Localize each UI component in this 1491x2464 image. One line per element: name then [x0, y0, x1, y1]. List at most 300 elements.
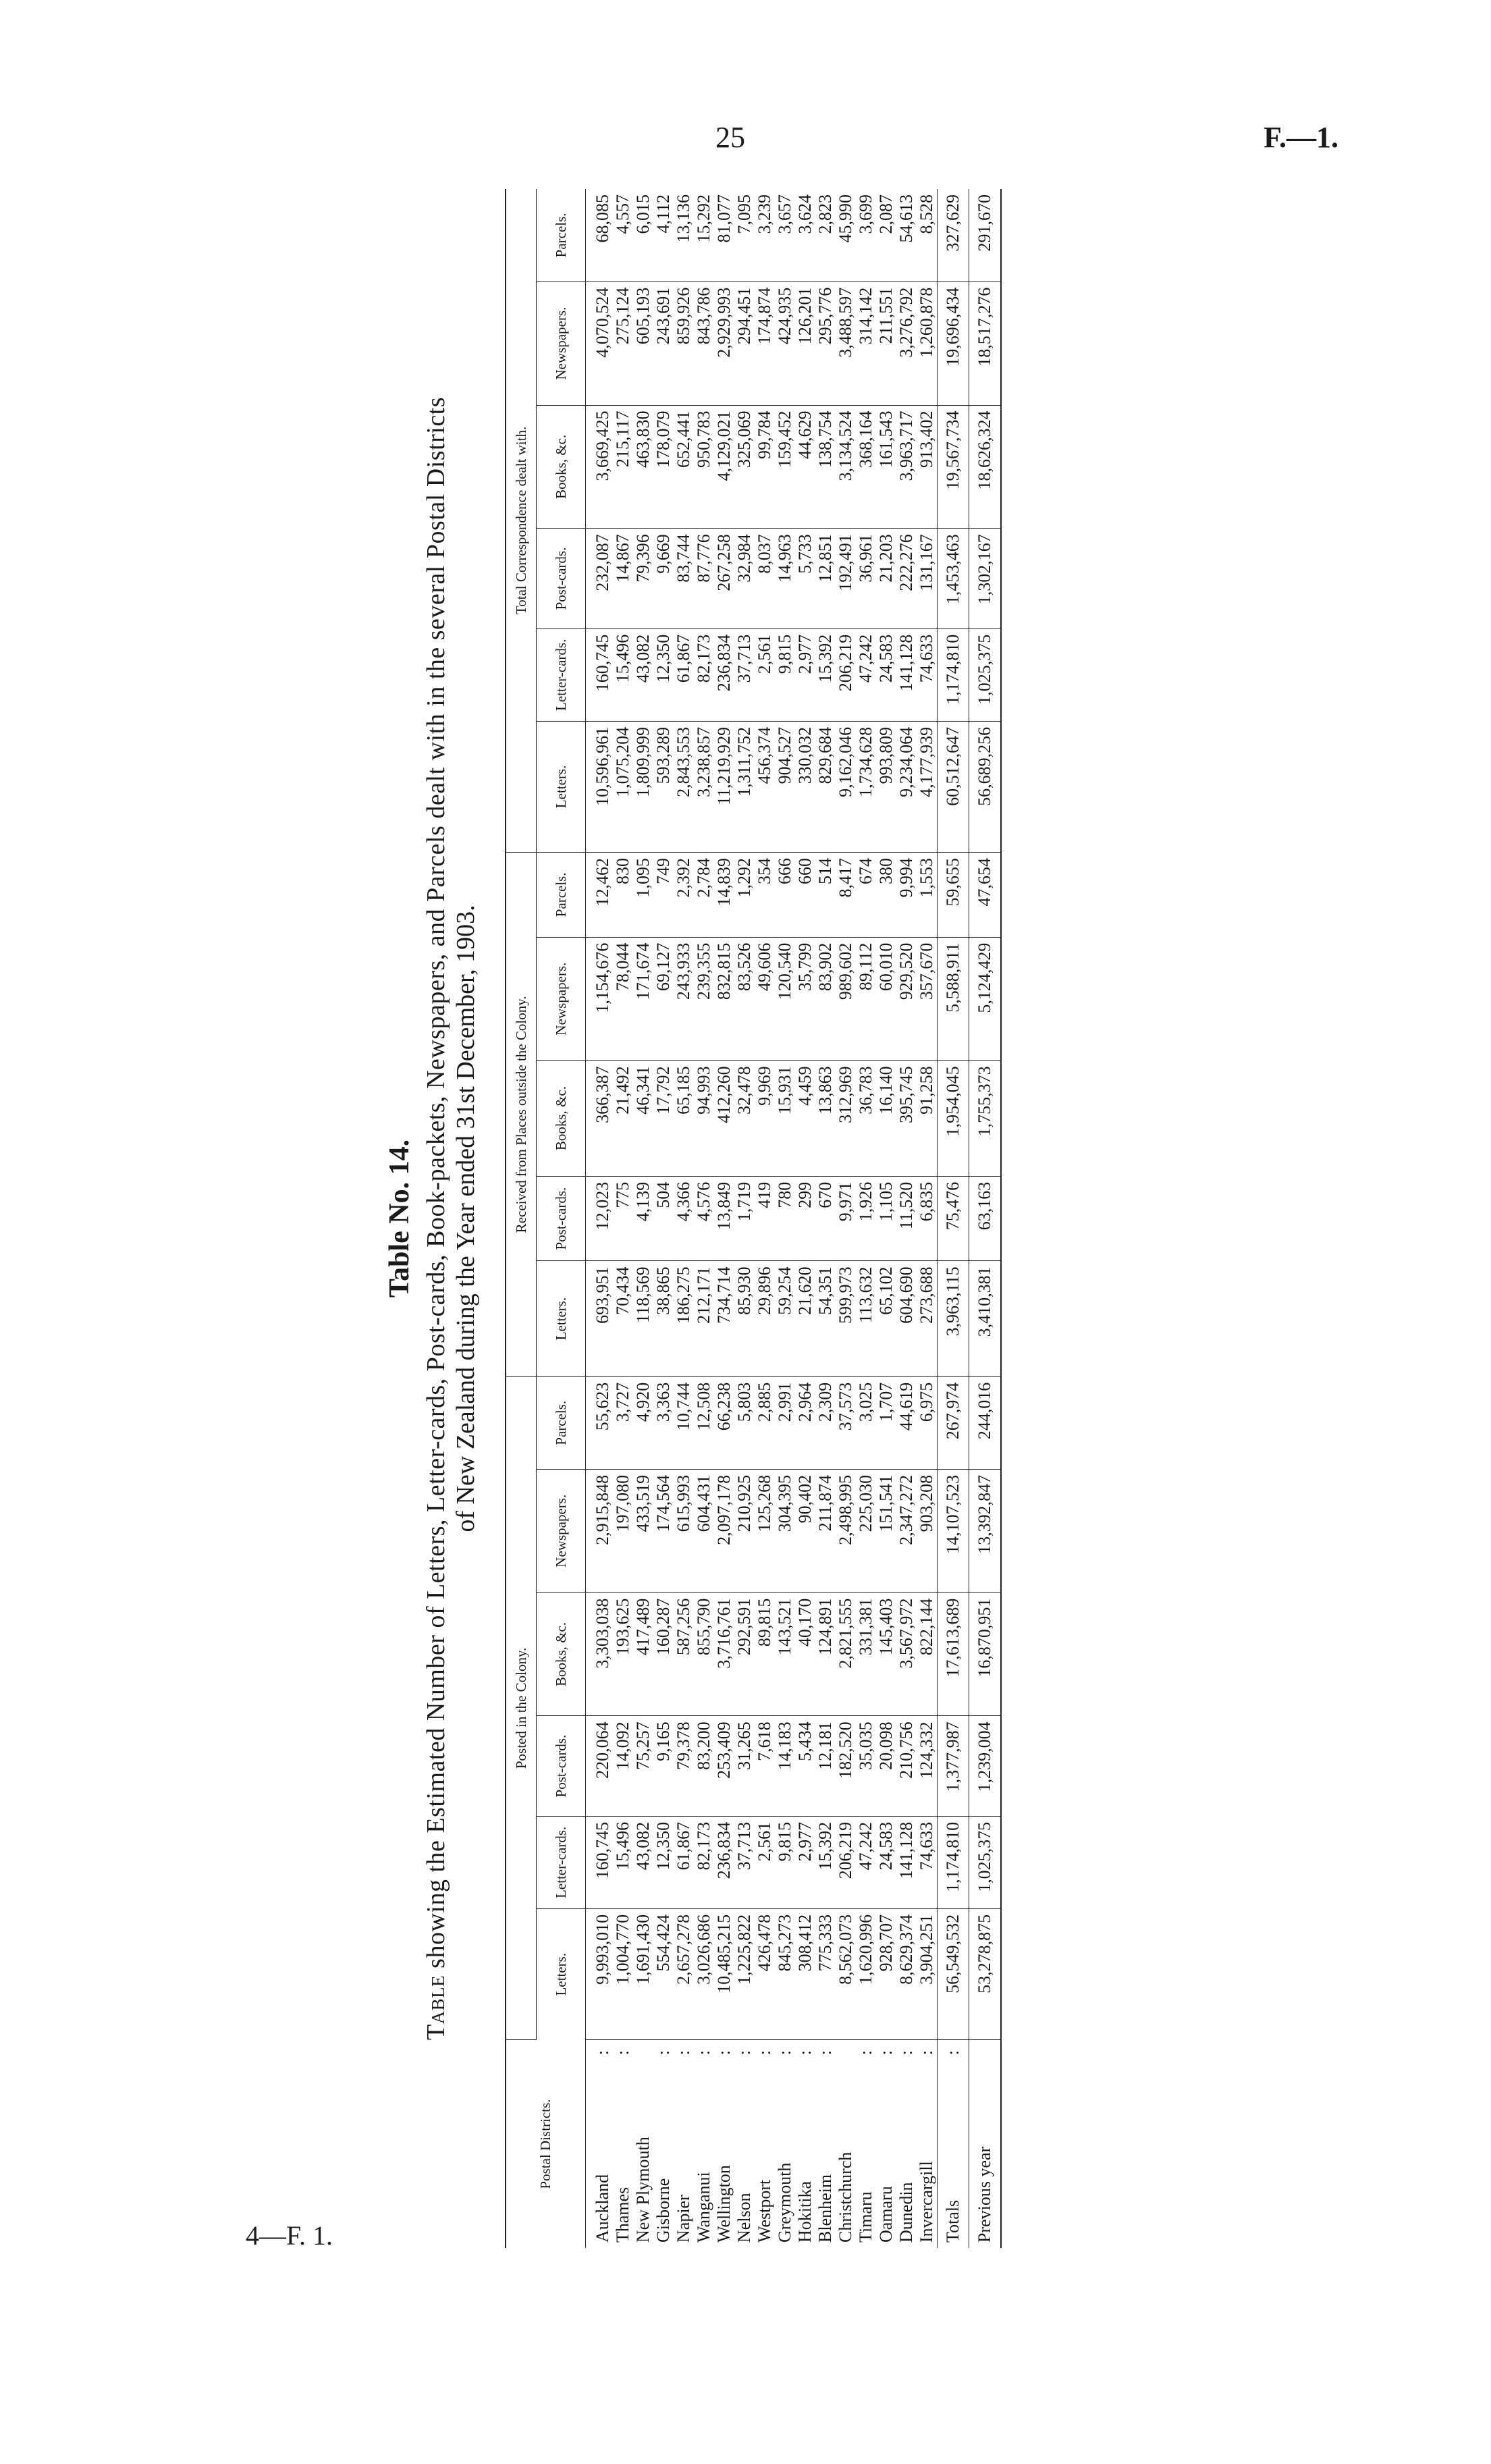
received-value-cell: 929,520 — [896, 937, 917, 1061]
total-value-cell: 1,809,999 — [633, 721, 653, 852]
total-value-cell: 859,926 — [674, 282, 694, 405]
col-posted-3: Books, &c. — [537, 1592, 586, 1716]
leader-dots: : — [653, 2048, 673, 2056]
table-row — [795, 189, 815, 2248]
leader-dots: : — [815, 2048, 835, 2056]
posted-value-cell: 160,287 — [653, 1592, 674, 1716]
posted-value-cell: 1,377,987 — [938, 1716, 969, 1816]
posted-value-cell: 210,756 — [896, 1716, 917, 1816]
posted-value-cell: 1,239,004 — [969, 1716, 1002, 1816]
col-total-0: Letters. — [537, 721, 586, 852]
posted-value-cell: 587,256 — [674, 1592, 694, 1716]
total-value-cell: 83,744 — [674, 529, 694, 628]
total-value-cell: 2,087 — [876, 189, 896, 282]
posted-value-cell: 2,915,848 — [586, 1469, 614, 1592]
posted-value-cell: 304,395 — [775, 1469, 795, 1592]
total-value-cell: 294,451 — [734, 282, 755, 405]
received-value-cell: 412,260 — [714, 1061, 734, 1176]
total-value-cell: 950,783 — [694, 405, 714, 529]
posted-value-cell: 2,309 — [815, 1376, 836, 1469]
posted-value-cell: 12,508 — [694, 1376, 714, 1469]
posted-value-cell: 79,378 — [674, 1716, 694, 1816]
total-value-cell: 7,095 — [734, 189, 755, 282]
received-value-cell: 75,476 — [938, 1176, 969, 1261]
total-value-cell: 904,527 — [775, 721, 795, 852]
posted-value-cell: 15,392 — [815, 1816, 836, 1908]
group-total: Total Correspondence dealt with. — [506, 189, 537, 853]
received-value-cell: 599,973 — [836, 1261, 856, 1376]
received-value-cell: 4,576 — [694, 1176, 714, 1261]
total-value-cell: 47,242 — [856, 628, 876, 721]
total-value-cell: 160,745 — [586, 628, 614, 721]
district-name: Auckland — [593, 2174, 612, 2243]
posted-value-cell: 10,744 — [674, 1376, 694, 1469]
table-row — [896, 189, 917, 2248]
total-value-cell: 1,311,752 — [734, 721, 755, 852]
posted-value-cell: 124,891 — [815, 1592, 836, 1716]
posted-value-cell: 5,803 — [734, 1376, 755, 1469]
district-name: Wanganui — [694, 2172, 713, 2243]
posted-value-cell: 16,870,951 — [969, 1592, 1002, 1716]
posted-value-cell: 15,496 — [613, 1816, 633, 1908]
received-value-cell: 3,410,381 — [969, 1261, 1002, 1376]
received-value-cell: 1,095 — [633, 853, 653, 938]
posted-value-cell: 2,885 — [755, 1376, 775, 1469]
received-value-cell: 1,553 — [917, 853, 938, 938]
received-value-cell: 212,171 — [694, 1261, 714, 1376]
total-value-cell: 3,963,717 — [896, 405, 917, 529]
total-value-cell: 54,613 — [896, 189, 917, 282]
total-value-cell: 605,193 — [633, 282, 653, 405]
total-value-cell: 15,392 — [815, 628, 836, 721]
total-value-cell: 131,167 — [917, 529, 938, 628]
district-name: Invercargill — [917, 2161, 936, 2243]
rotated-table-block — [383, 189, 1126, 2248]
district-cell — [836, 2040, 856, 2248]
total-value-cell: 2,977 — [795, 628, 815, 721]
total-value-cell: 2,561 — [755, 628, 775, 721]
leader-dots: : — [674, 2048, 693, 2056]
table-row — [694, 189, 714, 2248]
posted-value-cell: 615,993 — [674, 1469, 694, 1592]
col-total-1: Letter-cards. — [537, 628, 586, 721]
total-value-cell: 4,557 — [613, 189, 633, 282]
page-number: 25 — [715, 121, 745, 154]
total-value-cell: 13,136 — [674, 189, 694, 282]
col-received-4: Parcels. — [537, 853, 586, 938]
posted-value-cell: 220,064 — [586, 1716, 614, 1816]
posted-value-cell: 9,815 — [775, 1816, 795, 1908]
total-value-cell: 424,935 — [775, 282, 795, 405]
received-value-cell: 5,124,429 — [969, 937, 1002, 1061]
total-value-cell: 1,174,810 — [938, 628, 969, 721]
total-value-cell: 10,596,961 — [586, 721, 614, 852]
received-value-cell: 6,835 — [917, 1176, 938, 1261]
title-block — [383, 189, 481, 2248]
total-value-cell: 275,124 — [613, 282, 633, 405]
received-value-cell: 60,010 — [876, 937, 896, 1061]
posted-value-cell: 9,993,010 — [586, 1908, 614, 2039]
posted-value-cell: 225,030 — [856, 1469, 876, 1592]
posted-value-cell: 14,183 — [775, 1716, 795, 1816]
total-value-cell: 68,085 — [586, 189, 614, 282]
posted-value-cell: 5,434 — [795, 1716, 815, 1816]
district-cell — [795, 2040, 815, 2248]
total-value-cell: 3,134,524 — [836, 405, 856, 529]
total-value-cell: 3,238,857 — [694, 721, 714, 852]
total-value-cell: 1,025,375 — [969, 628, 1002, 721]
total-value-cell: 843,786 — [694, 282, 714, 405]
total-value-cell: 61,867 — [674, 628, 694, 721]
total-value-cell: 652,441 — [674, 405, 694, 529]
posted-value-cell: 308,412 — [795, 1908, 815, 2039]
received-value-cell: 312,969 — [836, 1061, 856, 1176]
posted-value-cell: 1,225,822 — [734, 1908, 755, 2039]
total-value-cell: 87,776 — [694, 529, 714, 628]
total-value-cell: 159,452 — [775, 405, 795, 529]
received-value-cell: 380 — [876, 853, 896, 938]
posted-value-cell: 6,975 — [917, 1376, 938, 1469]
posted-value-cell: 9,165 — [653, 1716, 674, 1816]
district-cell — [856, 2040, 876, 2248]
total-value-cell: 215,117 — [613, 405, 633, 529]
col-total-3: Books, &c. — [537, 405, 586, 529]
total-value-cell: 81,077 — [714, 189, 734, 282]
total-value-cell: 14,867 — [613, 529, 633, 628]
table-row — [917, 189, 938, 2248]
total-value-cell: 9,669 — [653, 529, 674, 628]
total-value-cell: 178,079 — [653, 405, 674, 529]
posted-value-cell: 37,573 — [836, 1376, 856, 1469]
total-value-cell: 60,512,647 — [938, 721, 969, 852]
total-value-cell: 9,234,064 — [896, 721, 917, 852]
district-cell — [969, 2040, 1002, 2248]
leader-dots: : — [734, 2048, 754, 2056]
total-value-cell: 14,963 — [775, 529, 795, 628]
received-value-cell: 674 — [856, 853, 876, 938]
posted-value-cell: 31,265 — [734, 1716, 755, 1816]
received-value-cell: 5,588,911 — [938, 937, 969, 1061]
total-value-cell: 11,219,929 — [714, 721, 734, 852]
posted-value-cell: 3,727 — [613, 1376, 633, 1469]
total-value-cell: 829,684 — [815, 721, 836, 852]
received-value-cell: 1,926 — [856, 1176, 876, 1261]
total-value-cell: 12,350 — [653, 628, 674, 721]
received-value-cell: 604,690 — [896, 1261, 917, 1376]
district-cell — [714, 2040, 734, 2248]
total-value-cell: 79,396 — [633, 529, 653, 628]
district-cell — [938, 2040, 969, 2248]
total-value-cell: 1,734,628 — [856, 721, 876, 852]
received-value-cell: 29,896 — [755, 1261, 775, 1376]
posted-value-cell: 1,707 — [876, 1376, 896, 1469]
received-value-cell: 11,520 — [896, 1176, 917, 1261]
posted-value-cell: 55,623 — [586, 1376, 614, 1469]
table-subtitle: of New Zealand during the Year ended 31st December, 1903. — [452, 905, 480, 1532]
received-value-cell: 186,275 — [674, 1261, 694, 1376]
posted-value-cell: 2,657,278 — [674, 1908, 694, 2039]
posted-value-cell: 12,181 — [815, 1716, 836, 1816]
posted-value-cell: 244,016 — [969, 1376, 1002, 1469]
total-value-cell: 15,496 — [613, 628, 633, 721]
posted-value-cell: 43,082 — [633, 1816, 653, 1908]
total-value-cell: 5,733 — [795, 529, 815, 628]
received-value-cell: 21,492 — [613, 1061, 633, 1176]
district-name: Napier — [674, 2195, 693, 2243]
received-value-cell: 749 — [653, 853, 674, 938]
posted-value-cell: 4,920 — [633, 1376, 653, 1469]
posted-value-cell: 74,633 — [917, 1816, 938, 1908]
posted-value-cell: 822,144 — [917, 1592, 938, 1716]
received-value-cell: 89,112 — [856, 937, 876, 1061]
column-header-row — [537, 189, 586, 2248]
total-value-cell: 206,219 — [836, 628, 856, 721]
total-value-cell: 593,289 — [653, 721, 674, 852]
table-row — [734, 189, 755, 2248]
posted-value-cell: 174,564 — [653, 1469, 674, 1592]
posted-value-cell: 12,350 — [653, 1816, 674, 1908]
total-value-cell: 291,670 — [969, 189, 1002, 282]
total-value-cell: 3,276,792 — [896, 282, 917, 405]
col-total-5: Parcels. — [537, 189, 586, 282]
posted-value-cell: 17,613,689 — [938, 1592, 969, 1716]
posted-value-cell: 53,278,875 — [969, 1908, 1002, 2039]
district-name: Greymouth — [775, 2162, 794, 2243]
posted-value-cell: 210,925 — [734, 1469, 755, 1592]
table-row — [586, 189, 614, 2248]
received-value-cell: 49,606 — [755, 937, 775, 1061]
posted-value-cell: 2,964 — [795, 1376, 815, 1469]
leader-dots: : — [943, 2048, 963, 2056]
posted-value-cell: 554,424 — [653, 1908, 674, 2039]
leader-dots: : — [896, 2048, 916, 2056]
total-value-cell: 9,162,046 — [836, 721, 856, 852]
table-title — [421, 189, 451, 2248]
col-posted-2: Post-cards. — [537, 1716, 586, 1816]
total-value-cell: 327,629 — [938, 189, 969, 282]
leader-dots: : — [917, 2048, 936, 2056]
posted-value-cell: 89,815 — [755, 1592, 775, 1716]
received-value-cell: 54,351 — [815, 1261, 836, 1376]
received-value-cell: 14,839 — [714, 853, 734, 938]
total-value-cell: 3,669,425 — [586, 405, 614, 529]
total-value-cell: 325,069 — [734, 405, 755, 529]
table-row — [653, 189, 674, 2248]
col-total-2: Post-cards. — [537, 529, 586, 628]
table-row — [633, 189, 653, 2248]
received-value-cell: 16,140 — [876, 1061, 896, 1176]
district-cell — [694, 2040, 714, 2248]
posted-value-cell: 2,991 — [775, 1376, 795, 1469]
received-value-cell: 9,969 — [755, 1061, 775, 1176]
total-value-cell: 138,754 — [815, 405, 836, 529]
total-value-cell: 1,260,878 — [917, 282, 938, 405]
leader-dots: : — [694, 2048, 713, 2056]
posted-value-cell: 8,562,073 — [836, 1908, 856, 2039]
leader-dots: : — [856, 2048, 875, 2056]
district-name: Blenheim — [815, 2174, 835, 2243]
posted-value-cell: 3,303,038 — [586, 1592, 614, 1716]
district-name: Dunedin — [896, 2182, 916, 2243]
received-value-cell: 9,971 — [836, 1176, 856, 1261]
received-value-cell: 46,341 — [633, 1061, 653, 1176]
statistics-table — [505, 189, 1002, 2248]
table-title-text: showing the Estimated Number of Letters, Letter-cards, Post-cards, Book-packets, Newspapers, and Parcels dealt with in the several Postal Districts — [422, 396, 450, 1968]
received-value-cell: 395,745 — [896, 1061, 917, 1176]
posted-value-cell: 13,392,847 — [969, 1469, 1002, 1592]
leader-dots: : — [876, 2048, 896, 2056]
received-value-cell: 15,931 — [775, 1061, 795, 1176]
total-value-cell: 2,823 — [815, 189, 836, 282]
table-row — [815, 189, 836, 2248]
posted-value-cell: 2,821,555 — [836, 1592, 856, 1716]
posted-value-cell: 2,498,995 — [836, 1469, 856, 1592]
total-value-cell: 56,689,256 — [969, 721, 1002, 852]
district-name: New Plymouth — [633, 2137, 653, 2243]
leader-dots: : — [714, 2048, 734, 2056]
district-cell — [613, 2040, 633, 2248]
posted-value-cell: 160,745 — [586, 1816, 614, 1908]
total-value-cell: 15,292 — [694, 189, 714, 282]
posted-value-cell: 151,541 — [876, 1469, 896, 1592]
received-value-cell: 2,392 — [674, 853, 694, 938]
total-value-cell: 19,696,434 — [938, 282, 969, 405]
total-value-cell: 43,082 — [633, 628, 653, 721]
posted-value-cell: 1,174,810 — [938, 1816, 969, 1908]
received-value-cell: 1,105 — [876, 1176, 896, 1261]
table-row — [876, 189, 896, 2248]
total-value-cell: 36,961 — [856, 529, 876, 628]
received-value-cell: 36,783 — [856, 1061, 876, 1176]
district-cell — [896, 2040, 917, 2248]
received-value-cell: 8,417 — [836, 853, 856, 938]
posted-value-cell: 928,707 — [876, 1908, 896, 2039]
posted-value-cell: 83,200 — [694, 1716, 714, 1816]
received-value-cell: 1,719 — [734, 1176, 755, 1261]
total-value-cell: 2,929,993 — [714, 282, 734, 405]
posted-value-cell: 37,713 — [734, 1816, 755, 1908]
received-value-cell: 273,688 — [917, 1261, 938, 1376]
total-value-cell: 45,990 — [836, 189, 856, 282]
total-value-cell: 243,691 — [653, 282, 674, 405]
posted-value-cell: 40,170 — [795, 1592, 815, 1716]
leader-dots: : — [613, 2048, 632, 2056]
received-value-cell: 113,632 — [856, 1261, 876, 1376]
total-value-cell: 236,834 — [714, 628, 734, 721]
total-value-cell: 463,830 — [633, 405, 653, 529]
district-name: Gisborne — [653, 2178, 673, 2243]
total-value-cell: 161,543 — [876, 405, 896, 529]
received-value-cell: 357,670 — [917, 937, 938, 1061]
total-value-cell: 4,129,021 — [714, 405, 734, 529]
total-value-cell: 295,776 — [815, 282, 836, 405]
posted-value-cell: 2,097,178 — [714, 1469, 734, 1592]
total-value-cell: 330,032 — [795, 721, 815, 852]
table-row — [613, 189, 633, 2248]
sheet-mark: 4—F. 1. — [246, 2220, 333, 2251]
received-value-cell: 83,526 — [734, 937, 755, 1061]
total-value-cell: 993,809 — [876, 721, 896, 852]
table-row — [755, 189, 775, 2248]
col-received-3: Newspapers. — [537, 937, 586, 1061]
received-value-cell: 47,654 — [969, 853, 1002, 938]
total-value-cell: 6,015 — [633, 189, 653, 282]
posted-value-cell: 3,025 — [856, 1376, 876, 1469]
received-value-cell: 1,755,373 — [969, 1061, 1002, 1176]
total-value-cell: 99,784 — [755, 405, 775, 529]
table-body — [586, 189, 1002, 2248]
totals-row — [938, 189, 969, 2248]
received-value-cell: 38,865 — [653, 1261, 674, 1376]
posted-value-cell: 845,273 — [775, 1908, 795, 2039]
district-name: Thames — [613, 2187, 632, 2243]
posted-value-cell: 82,173 — [694, 1816, 714, 1908]
total-value-cell: 12,851 — [815, 529, 836, 628]
total-value-cell: 2,843,553 — [674, 721, 694, 852]
district-cell — [674, 2040, 694, 2248]
posted-value-cell: 417,489 — [633, 1592, 653, 1716]
received-value-cell: 670 — [815, 1176, 836, 1261]
total-value-cell: 21,203 — [876, 529, 896, 628]
total-value-cell: 456,374 — [755, 721, 775, 852]
posted-value-cell: 1,691,430 — [633, 1908, 653, 2039]
total-value-cell: 3,239 — [755, 189, 775, 282]
posted-value-cell: 3,567,972 — [896, 1592, 917, 1716]
received-value-cell: 35,799 — [795, 937, 815, 1061]
group-posted: Posted in the Colony. — [506, 1376, 537, 2039]
received-value-cell: 171,674 — [633, 937, 653, 1061]
total-value-cell: 4,112 — [653, 189, 674, 282]
total-value-cell: 141,128 — [896, 628, 917, 721]
posted-value-cell: 236,834 — [714, 1816, 734, 1908]
total-value-cell: 232,087 — [586, 529, 614, 628]
received-value-cell: 514 — [815, 853, 836, 938]
received-value-cell: 13,849 — [714, 1176, 734, 1261]
received-value-cell: 69,127 — [653, 937, 674, 1061]
posted-value-cell: 56,549,532 — [938, 1908, 969, 2039]
posted-value-cell: 35,035 — [856, 1716, 876, 1816]
received-value-cell: 504 — [653, 1176, 674, 1261]
total-value-cell: 44,629 — [795, 405, 815, 529]
leader-dots: : — [795, 2048, 815, 2056]
document-reference: F.—1. — [1264, 121, 1338, 154]
received-value-cell: 832,815 — [714, 937, 734, 1061]
posted-value-cell: 855,790 — [694, 1592, 714, 1716]
received-value-cell: 239,355 — [694, 937, 714, 1061]
posted-value-cell: 3,904,251 — [917, 1908, 938, 2039]
received-value-cell: 65,185 — [674, 1061, 694, 1176]
total-value-cell: 126,201 — [795, 282, 815, 405]
posted-value-cell: 24,583 — [876, 1816, 896, 1908]
received-value-cell: 299 — [795, 1176, 815, 1261]
posted-value-cell: 3,026,686 — [694, 1908, 714, 2039]
district-cell — [775, 2040, 795, 2248]
table-row — [856, 189, 876, 2248]
received-value-cell: 243,933 — [674, 937, 694, 1061]
received-value-cell: 32,478 — [734, 1061, 755, 1176]
total-value-cell: 19,567,734 — [938, 405, 969, 529]
received-value-cell: 366,387 — [586, 1061, 614, 1176]
total-value-cell: 3,488,597 — [836, 282, 856, 405]
posted-value-cell: 10,485,215 — [714, 1908, 734, 2039]
posted-value-cell: 604,431 — [694, 1469, 714, 1592]
received-value-cell: 830 — [613, 853, 633, 938]
total-value-cell: 3,657 — [775, 189, 795, 282]
table-row — [714, 189, 734, 2248]
col-posted-4: Newspapers. — [537, 1469, 586, 1592]
col-postal-districts: Postal Districts. — [506, 2040, 586, 2248]
col-received-2: Books, &c. — [537, 1061, 586, 1176]
